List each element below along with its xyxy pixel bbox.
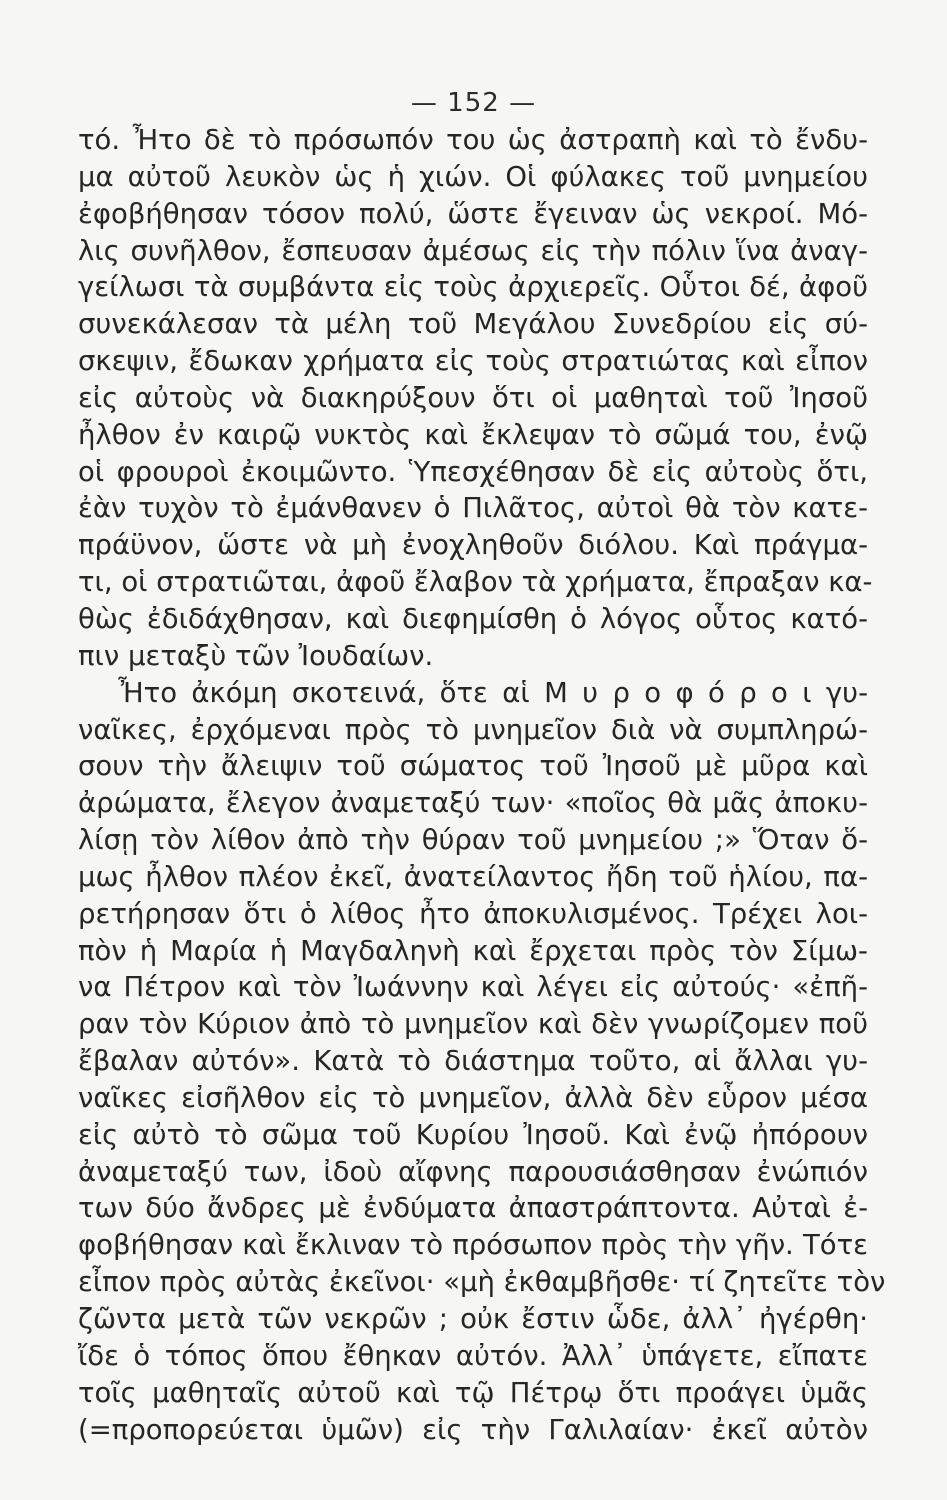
text-line: ἴδε ὁ τόπος ὅπου ἔθηκαν αὐτόν. Ἀλλ᾽ ὑπάγετε, εἴπατε — [78, 1339, 868, 1372]
text-line: λίσῃ τὸν λίθον ἀπὸ τὴν θύραν τοῦ μνημείου ;» Ὅταν ὅ- — [78, 824, 868, 857]
text-line: ζῶντα μετὰ τῶν νεκρῶν ; οὐκ ἔστιν ὧδε, ἀλλ᾽ ἠγέρθη· — [78, 1303, 868, 1335]
text-line: τοῖς μαθηταῖς αὐτοῦ καὶ τῷ Πέτρῳ ὅτι προάγει ὑμᾶς — [78, 1376, 868, 1409]
text-line: ἐὰν τυχὸν τὸ ἐμάνθανεν ὁ Πιλᾶτος, αὐτοὶ θὰ τὸν κατε- — [78, 492, 868, 525]
text-line: μα αὐτοῦ λευκὸν ὡς ἡ χιών. Οἱ φύλακες τοῦ μνημείου — [78, 160, 868, 193]
text-line: Ἦτο ἀκόμη σκοτεινά, ὅτε αἱ Μ υ ρ ο φ ό ρ ο ι γυ- — [118, 676, 868, 709]
text-line: ἦλθον ἐν καιρῷ νυκτὸς καὶ ἔκλεψαν τὸ σῶμά του, ἐνῷ — [78, 418, 868, 451]
text-line: εἶπον πρὸς αὐτὰς ἐκεῖνοι· «μὴ ἐκθαμβῆσθε· τί ζητεῖτε τὸν — [78, 1266, 886, 1299]
text-line: οἱ φρουροὶ ἐκοιμῶντο. Ὑπεσχέθησαν δὲ εἰς αὐτοὺς ὅτι, — [78, 455, 868, 488]
text-line: τό. Ἦτο δὲ τὸ πρόσωπόν του ὡς ἀστραπὴ καὶ τὸ ἔνδυ- — [78, 124, 868, 156]
text-line: ἔβαλαν αὐτόν». Κατὰ τὸ διάστημα τοῦτο, αἱ ἄλλαι γυ- — [78, 1045, 868, 1078]
text-line: σουν τὴν ἄλειψιν τοῦ σώματος τοῦ Ἰησοῦ μὲ μῦρα καὶ — [78, 750, 868, 783]
text-line: μως ἦλθον πλέον ἐκεῖ, ἀνατείλαντος ἤδη τοῦ ἡλίου, πα- — [78, 860, 868, 893]
text-line: τι, οἱ στρατιῶται, ἀφοῦ ἔλαβον τὰ χρήματα, ἔπραξαν κα- — [78, 566, 873, 599]
text-line: εἰς αὐτὸ τὸ σῶμα τοῦ Κυρίου Ἰησοῦ. Καὶ ἐνῷ ἠπόρουν — [78, 1118, 868, 1151]
text-line: ραν τὸν Κύριον ἀπὸ τὸ μνημεῖον καὶ δὲν γνωρίζομεν ποῦ — [78, 1008, 868, 1041]
text-line: (=προπορεύεται ὑμῶν) εἰς τὴν Γαλιλαίαν· ἐκεῖ αὐτὸν — [78, 1413, 868, 1446]
text-line: ἀρώματα, ἔλεγον ἀναμεταξύ των· «ποῖος θὰ μᾶς ἀποκυ- — [78, 787, 868, 820]
text-line: ρετήρησαν ὅτι ὁ λίθος ἦτο ἀποκυλισμένος. Τρέχει λοι- — [78, 897, 868, 930]
text-line: πὸν ἡ Μαρία ἡ Μαγδαληνὴ καὶ ἔρχεται πρὸς τὸν Σίμω- — [78, 934, 868, 967]
text-line: ναῖκες, ἐρχόμεναι πρὸς τὸ μνημεῖον διὰ νὰ συμπληρώ- — [78, 713, 868, 746]
text-line: συνεκάλεσαν τὰ μέλη τοῦ Μεγάλου Συνεδρίου εἰς σύ- — [78, 308, 868, 341]
text-line: γείλωσι τὰ συμβάντα εἰς τοὺς ἀρχιερεῖς. Οὗτοι δέ, ἀφοῦ — [78, 271, 868, 304]
text-line: θὼς ἐδιδάχθησαν, καὶ διεφημίσθη ὁ λόγος οὗτος κατό- — [78, 602, 868, 635]
text-line: ναῖκες εἰσῆλθον εἰς τὸ μνημεῖον, ἀλλὰ δὲν εὗρον μέσα — [78, 1081, 868, 1114]
text-line: πράϋνον, ὥστε νὰ μὴ ἐνοχληθοῦν διόλου. Καὶ πράγμα- — [78, 529, 868, 562]
text-line: φοβήθησαν καὶ ἔκλιναν τὸ πρόσωπον πρὸς τὴν γῆν. Τότε — [78, 1229, 868, 1262]
page-number: — 152 — — [410, 88, 537, 118]
text-line: ἐφοβήθησαν τόσον πολύ, ὥστε ἔγειναν ὡς νεκροί. Μό- — [78, 197, 868, 230]
body-text — [78, 122, 886, 1448]
text-line: να Πέτρον καὶ τὸν Ἰωάννην καὶ λέγει εἰς αὐτούς· «ἐπῆ- — [78, 971, 868, 1004]
text-line: λις συνῆλθον, ἔσπευσαν ἀμέσως εἰς τὴν πόλιν ἵνα ἀναγ- — [78, 234, 868, 267]
text-line: εἰς αὐτοὺς νὰ διακηρύξουν ὅτι οἱ μαθηταὶ τοῦ Ἰησοῦ — [78, 381, 868, 414]
text-line: σκεψιν, ἔδωκαν χρήματα εἰς τοὺς στρατιώτας καὶ εἶπον — [78, 345, 868, 378]
text-line: των δύο ἄνδρες μὲ ἐνδύματα ἀπαστράπτοντα. Αὐταὶ ἐ- — [78, 1192, 868, 1225]
text-line: ἀναμεταξύ των, ἰδοὺ αἴφνης παρουσιάσθησαν ἐνώπιόν — [78, 1155, 868, 1188]
text-line: πιν μεταξὺ τῶν Ἰουδαίων. — [78, 639, 434, 672]
